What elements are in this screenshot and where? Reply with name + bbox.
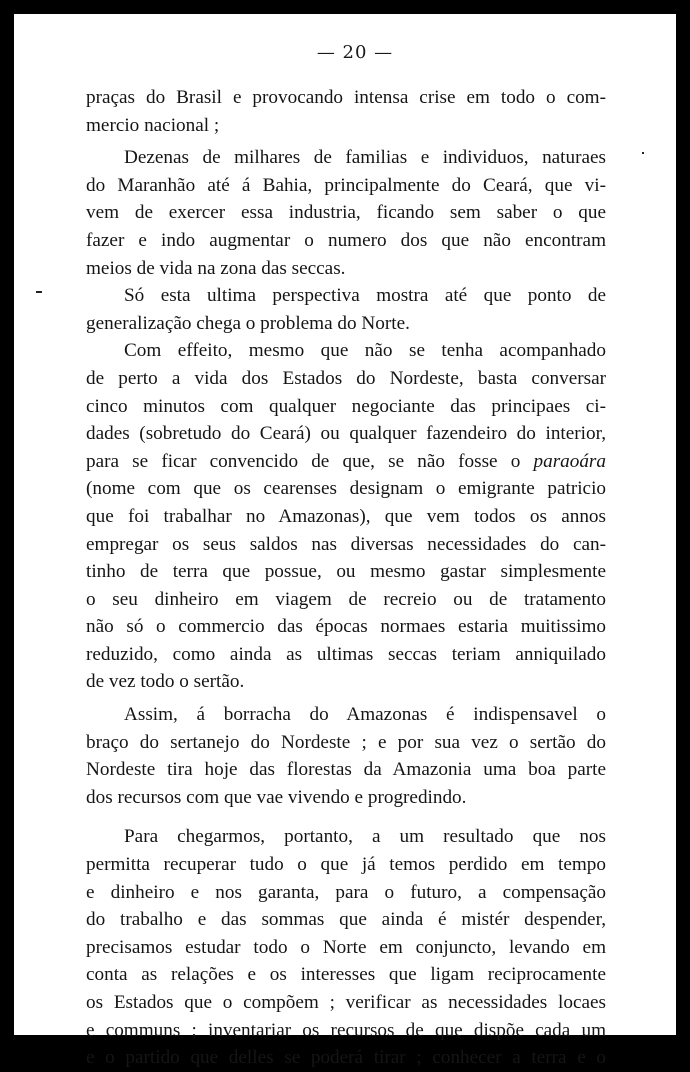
paragraph-6: [86, 823, 606, 1071]
text-line: [86, 448, 606, 476]
text-line: do trabalho e das sommas que ainda é mistér despender,: [86, 909, 606, 931]
text-line: dades (sobretudo do Ceará) ou qualquer fazendeiro do interior,: [86, 423, 606, 445]
text-line: precisamos estudar todo o Norte em conjuncto, levando em: [86, 936, 606, 958]
paragraph-5: [86, 701, 606, 811]
italic-term: paraoára: [533, 450, 606, 472]
text-line: Com effeito, mesmo que não se tenha acompanhado: [124, 340, 606, 362]
text-line: do Maranhão até á Bahia, principalmente do Ceará, que vi-: [86, 174, 606, 196]
text-line: cinco minutos com qualquer negociante das principaes ci-: [86, 395, 606, 417]
text-line: tinho de terra que possue, ou mesmo gastar simplesmente: [86, 561, 606, 583]
scan-speck: [36, 291, 42, 293]
text-line: braço do sertanejo do Nordeste ; e por sua vez o sertão do: [86, 731, 606, 753]
text-line: Só esta ultima perspectiva mostra até que ponto de: [124, 285, 606, 307]
text-line: conta as relações e os interesses que ligam reciprocamente: [86, 964, 606, 986]
paragraph-1: [86, 84, 606, 139]
scan-speck: [642, 152, 644, 154]
text-line: mercio nacional ;: [86, 114, 220, 136]
text-line: dos recursos com que vae vivendo e progredindo.: [86, 786, 467, 808]
text-line: empregar os seus saldos nas diversas necessidades do can-: [86, 533, 606, 555]
text-line: Nordeste tira hoje das florestas da Amazonia uma boa parte: [86, 759, 606, 781]
page-number: — 20 —: [316, 42, 394, 63]
text-line: e o partido que delles se poderá tirar ; conhecer a terra e o: [86, 1047, 606, 1069]
text-line: o seu dinheiro em viagem de recreio ou de tratamento: [86, 588, 606, 610]
paragraph-3: [86, 282, 606, 337]
text-line: e communs ; inventariar os recursos de que dispõe cada um: [86, 1019, 606, 1041]
text-line: permitta recuperar tudo o que já temos perdido em tempo: [86, 854, 606, 876]
text-line: e dinheiro e nos garanta, para o futuro, a compensação: [86, 881, 606, 903]
text-line: generalização chega o problema do Norte.: [86, 312, 410, 334]
text-line: que foi trabalhar no Amazonas), que vem todos os annos: [86, 505, 606, 527]
text-line: de vez todo o sertão.: [86, 671, 245, 693]
text-line: Dezenas de milhares de familias e individuos, naturaes: [124, 147, 606, 169]
text-line: reduzido, como ainda as ultimas seccas teriam anniquilado: [86, 643, 606, 665]
text-line: praças do Brasil e provocando intensa crise em todo o com-: [86, 87, 606, 108]
text-line: (nome com que os cearenses designam o emigrante patricio: [86, 478, 606, 500]
text-line: fazer e indo augmentar o numero dos que não encontram: [86, 229, 606, 251]
text-line: meios de vida na zona das seccas.: [86, 257, 346, 279]
text-line: Assim, á borracha do Amazonas é indispensavel o: [124, 704, 606, 726]
paragraph-2: [86, 144, 606, 282]
text-line: de perto a vida dos Estados do Nordeste, basta conversar: [86, 367, 606, 389]
text-line: Para chegarmos, portanto, a um resultado que nos: [124, 826, 606, 848]
book-page: [14, 14, 676, 1069]
body-text: [86, 84, 606, 1072]
paragraph-4: [86, 337, 606, 696]
text-line-start: para se ficar convencido de que, se não fosse o: [86, 450, 534, 472]
text-line: vem de exercer essa industria, ficando sem saber o que: [86, 202, 606, 224]
text-line: os Estados que o compõem ; verificar as necessidades locaes: [86, 992, 606, 1013]
text-line: não só o commercio das épocas normaes estaria muitissimo: [86, 616, 606, 638]
